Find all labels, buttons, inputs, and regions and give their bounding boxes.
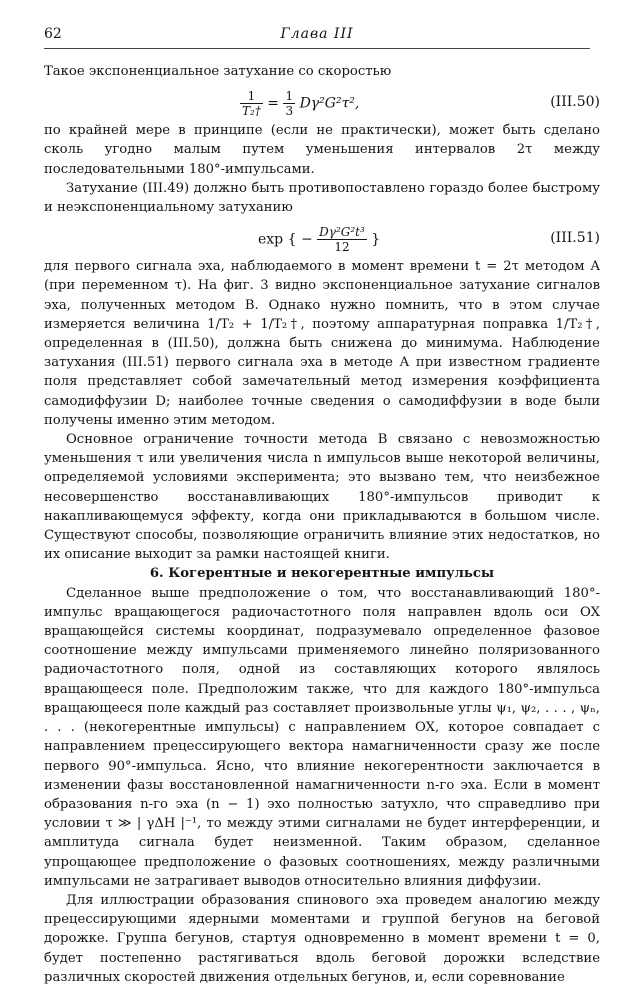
equation-III-50 [44,81,600,121]
equation-III-51 [44,217,600,257]
running-header [44,26,590,48]
paragraph-1: Такое экспоненциальное затухание со скоростью [44,64,392,79]
chapter-title: Глава III [280,26,354,42]
equation-number-III-50: (III.50) [550,94,600,111]
paragraph-4: для первого сигнала эха, наблюдаемого в момент времени t = 2τ методом A (при переменном τ). На фиг. 3 видно экспоненциальное затухание сигналов эха, полученных методом B. Однако нужно помнить, что в этом случае измеряется величина 1/T₂ + 1/T₂†, поэтому аппаратурная поправка 1/T₂†, определенная в (III.50), должна быть снижена до минимума. Наблюдение затухания (III.51) первого сигнала эха в методе A при известном градиенте поля представляет собой замечательный метод измерения коэффициента самодиффузии D; наиболее точные сведения о самодиффузии в воде были получены именно этим методом. [44,259,600,428]
eq50-lhs-num: 1 [247,89,256,104]
eq51-fraction [317,225,367,254]
eq50-coef-num: 1 [285,89,294,104]
paragraph-6: Сделанное выше предположение о том, что восстанавливающий 180°-импульс вращающегося радиочастотного поля направлен вдоль оси OX вращающейся системы координат, подразумевало определенное фазовое соотношение между импульсами применяемого линейно поляризованного радиочастотного поля, одной из составляющих которого являлось вращающееся поле. Предположим также, что для каждого 180°-импульса вращающееся поле каждый раз составляет произвольные углы ψ₁, ψ₂, . . . , ψₙ, . . . (некогерентные импульсы) с направлением OX, которое совпадает с направлением прецессирующего вектора намагниченности сразу же после первого 90°-импульса. Ясно, что влияние некогерентности заключается в изменении фазы восстановленной намагниченности n-го эха. Если в момент образования n-го эха (n − 1) эхо полностью затухло, что справедливо при условии τ ≫ | γΔH |⁻¹, то между этими сигналами не будет интерференции, и амплитуда сигнала будет неизменной. Таким образом, сделанное упрощающее предположение о фазовых соотношениях, между различными импульсами не затрагивает выводов относительно влияния диффузии. [44,585,600,889]
equation-III-51-expression [258,225,380,254]
paragraph-7: Для иллюстрации образования спинового эха проведем аналогию между прецессирующими ядерными моментами и группой бегунов на беговой дорожке. Группа бегунов, стартуя одновременно в момент времени t = 0, будет постепенно растягиваться вдоль беговой дорожки вследствие различных скоростей движения отдельных бегунов, и, если соревнование [44,892,600,985]
page-number: 62 [44,26,62,42]
paragraph-3: Затухание (III.49) должно быть противопоставлено гораздо более быстрому и неэкспоненциальному затуханию [44,180,600,216]
eq50-coef-fraction [283,89,295,118]
paragraph-5: Основное ограничение точности метода B связано с невозможностью уменьшения τ или увеличения числа n импульсов выше некоторой величины, определяемой условиями эксперимента; это вызвано тем, что неизбежное несовершенство восстанавливающих 180°-импульсов приводит к накапливающемуся эффекту, когда они прикладываются в большом числе. Существуют способы, позволяющие ограничить влияние этих недостатков, но их описание выходит за рамки настоящей книги. [44,432,600,563]
eq50-lhs-fraction [240,89,263,118]
page-body [44,62,600,987]
eq50-lhs-den: T₂† [242,104,261,119]
eq50-equals: = [267,95,280,112]
eq51-close: } [371,231,381,248]
equation-III-50-expression [240,89,359,118]
eq50-coef-den: 3 [285,104,294,119]
section-heading: 6. Когерентные и некогерентные импульсы [149,566,495,582]
equation-number-III-51: (III.51) [550,230,600,247]
eq50-rhs: Dγ²G²τ², [299,95,360,112]
paragraph-2: по крайней мере в принципе (если не практически), может быть сделано сколь угодно малым путем уменьшения интервалов 2τ между последовательными 180°-импульсами. [44,123,600,177]
eq51-exp: exp [258,231,284,248]
header-rule [44,48,590,49]
eq51-den: 12 [317,239,367,254]
eq51-num: Dγ²G²t³ [319,225,365,240]
eq51-open: { − [287,231,313,248]
